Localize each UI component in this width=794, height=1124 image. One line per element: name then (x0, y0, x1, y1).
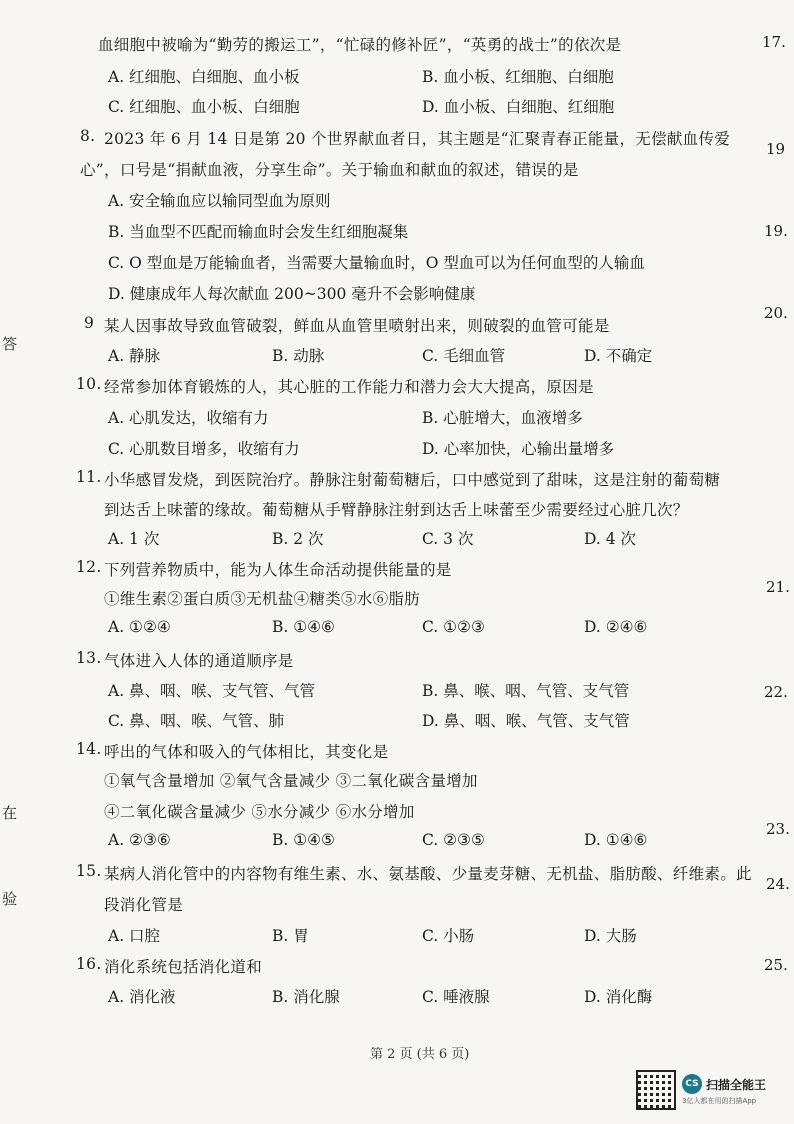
left-edge-fragment: 在 (2, 804, 18, 822)
question-14-option-d[interactable]: D. ①④⑥ (584, 831, 648, 849)
watermark-title: 扫描全能王 (706, 1077, 767, 1092)
question-12-option-b[interactable]: B. ①④⑥ (272, 618, 335, 636)
question-13-number: 13. (76, 649, 102, 667)
question-16-stem: 消化系统包括消化道和 (104, 958, 263, 976)
question-11-option-a[interactable]: A. 1 次 (108, 530, 160, 548)
question-16-option-b[interactable]: B. 消化腺 (272, 988, 340, 1006)
question-11-option-d[interactable]: D. 4 次 (584, 530, 637, 548)
question-11-option-c[interactable]: C. 3 次 (422, 530, 474, 548)
question-12-option-a[interactable]: A. ①②④ (108, 618, 171, 636)
question-10-option-d[interactable]: D. 心率加快，心输出量增多 (422, 440, 615, 458)
question-9-option-b[interactable]: B. 动脉 (272, 347, 325, 365)
question-10-number: 10. (76, 375, 102, 393)
question-13-stem: 气体进入人体的通道顺序是 (104, 652, 294, 670)
question-11-stem-line-1: 小华感冒发烧，到医院治疗。静脉注射葡萄糖后，口中感觉到了甜味，这是注射的葡萄糖 (104, 471, 721, 489)
question-14-number: 14. (76, 740, 102, 758)
watermark-subtitle: 3亿人都在用的扫描App (682, 1097, 757, 1105)
left-edge-fragment: 答 (2, 335, 18, 353)
question-9-stem: 某人因事故导致血管破裂，鲜血从血管里喷射出来，则破裂的血管可能是 (104, 317, 610, 335)
question-10-option-b[interactable]: B. 心脏增大，血液增多 (422, 409, 583, 427)
question-10-option-a[interactable]: A. 心肌发达，收缩有力 (108, 409, 269, 427)
right-column-number: 20. (764, 304, 788, 322)
question-14-items-line-2: ④二氧化碳含量减少 ⑤水分减少 ⑥水分增加 (104, 803, 415, 821)
question-8-number: 8. (80, 127, 96, 145)
right-column-number: 21. (766, 578, 790, 596)
question-15-number: 15. (76, 862, 102, 880)
question-14-items-line-1: ①氧气含量增加 ②氧气含量减少 ③二氧化碳含量增加 (104, 772, 478, 790)
question-16-number: 16. (76, 955, 102, 973)
right-column-number: 23. (766, 820, 790, 838)
right-column-number: 19 (766, 140, 786, 158)
question-15-option-a[interactable]: A. 口腔 (108, 927, 161, 945)
question-14-option-a[interactable]: A. ②③⑥ (108, 831, 171, 849)
question-7-stem: 血细胞中被喻为“勤劳的搬运工”，“忙碌的修补匠”，“英勇的战士”的依次是 (98, 36, 622, 54)
question-14-option-c[interactable]: C. ②③⑤ (422, 831, 485, 849)
question-13-option-c[interactable]: C. 鼻、咽、喉、气管、肺 (108, 712, 285, 730)
question-15-option-d[interactable]: D. 大肠 (584, 927, 637, 945)
qr-code-icon (636, 1070, 676, 1110)
question-8-stem-line-1: 2023 年 6 月 14 日是第 20 个世界献血者日，其主题是“汇聚青春正能量，无偿献血传爱 (104, 130, 731, 148)
question-8-option-a[interactable]: A. 安全输血应以输同型血为原则 (108, 192, 331, 210)
question-12-option-c[interactable]: C. ①②③ (422, 618, 485, 636)
question-8-option-d[interactable]: D. 健康成年人每次献血 200~300 毫升不会影响健康 (108, 285, 476, 303)
question-7-option-b[interactable]: B. 血小板、红细胞、白细胞 (422, 68, 614, 86)
question-10-stem: 经常参加体育锻炼的人，其心脏的工作能力和潜力会大大提高，原因是 (104, 378, 594, 396)
question-15-option-c[interactable]: C. 小肠 (422, 927, 475, 945)
question-11-option-b[interactable]: B. 2 次 (272, 530, 324, 548)
question-11-number: 11. (76, 468, 102, 486)
right-column-number: 25. (764, 956, 788, 974)
question-15-stem-line-2: 段消化管是 (104, 896, 184, 914)
question-12-items: ①维生素②蛋白质③无机盐④糖类⑤水⑥脂肪 (104, 590, 421, 608)
question-16-option-a[interactable]: A. 消化液 (108, 988, 176, 1006)
left-edge-fragment: 验 (2, 890, 18, 908)
question-9-option-c[interactable]: C. 毛细血管 (422, 347, 506, 365)
question-10-option-c[interactable]: C. 心肌数目增多，收缩有力 (108, 440, 300, 458)
question-9-option-a[interactable]: A. 静脉 (108, 347, 161, 365)
question-15-stem-line-1: 某病人消化管中的内容物有维生素、水、氨基酸、少量麦芽糖、无机盐、脂肪酸、纤维素。此 (104, 865, 752, 883)
question-14-stem: 呼出的气体和吸入的气体相比，其变化是 (104, 743, 389, 761)
question-7-option-d[interactable]: D. 血小板、白细胞、红细胞 (422, 98, 615, 116)
right-column-number: 24. (766, 875, 790, 893)
question-9-number: 9 (84, 314, 95, 332)
camscanner-logo-icon: CS (682, 1074, 702, 1094)
question-12-option-d[interactable]: D. ②④⑥ (584, 618, 648, 636)
question-15-option-b[interactable]: B. 胃 (272, 927, 309, 945)
question-16-option-d[interactable]: D. 消化酶 (584, 988, 653, 1006)
question-11-stem-line-2: 到达舌上味蕾的缘故。葡萄糖从手臂静脉注射到达舌上味蕾至少需要经过心脏几次？ (104, 501, 689, 519)
question-13-option-b[interactable]: B. 鼻、喉、咽、气管、支气管 (422, 682, 630, 700)
right-column-number: 19. (764, 222, 788, 240)
page-footer: 第 2 页 (共 6 页) (370, 1047, 470, 1062)
question-8-option-b[interactable]: B. 当血型不匹配而输血时会发生红细胞凝集 (108, 223, 409, 241)
right-column-number: 17. (762, 33, 786, 51)
question-8-stem-line-2: 心”，口号是“捐献血液，分享生命”。关于输血和献血的叙述，错误的是 (80, 161, 579, 179)
right-column-number: 22. (764, 683, 788, 701)
question-7-option-c[interactable]: C. 红细胞、血小板、白细胞 (108, 98, 300, 116)
question-12-stem: 下列营养物质中，能为人体生命活动提供能量的是 (104, 561, 452, 579)
scanner-watermark (636, 1070, 766, 1110)
question-12-number: 12. (76, 558, 102, 576)
question-8-option-c[interactable]: C. O 型血是万能输血者，当需要大量输血时，O 型血可以为任何血型的人输血 (108, 254, 645, 272)
question-9-option-d[interactable]: D. 不确定 (584, 347, 653, 365)
question-14-option-b[interactable]: B. ①④⑤ (272, 831, 335, 849)
question-13-option-a[interactable]: A. 鼻、咽、喉、支气管、气管 (108, 682, 316, 700)
question-13-option-d[interactable]: D. 鼻、咽、喉、气管、支气管 (422, 712, 630, 730)
question-7-option-a[interactable]: A. 红细胞、白细胞、血小板 (108, 68, 300, 86)
question-16-option-c[interactable]: C. 唾液腺 (422, 988, 490, 1006)
